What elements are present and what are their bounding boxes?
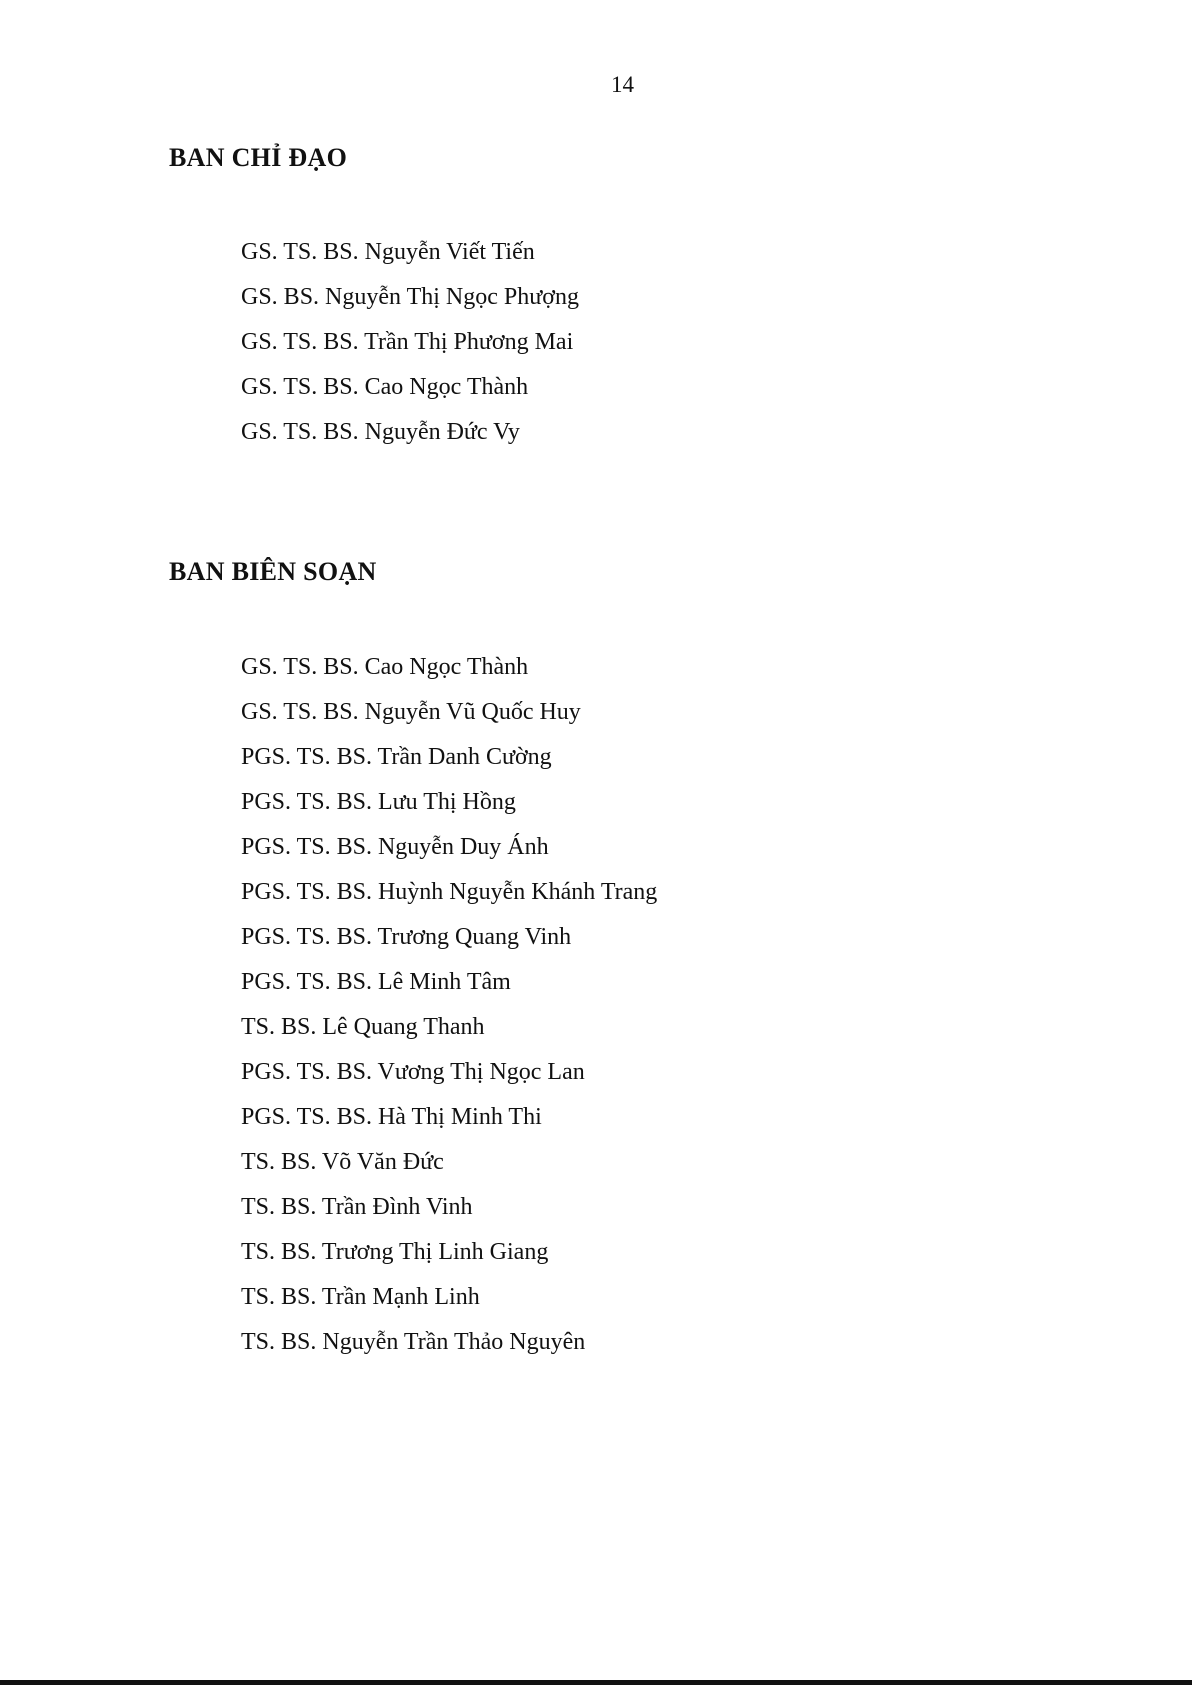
- list-item: PGS. TS. BS. Nguyễn Duy Ánh: [241, 834, 549, 860]
- list-item: TS. BS. Trần Đình Vinh: [241, 1194, 473, 1220]
- list-item: TS. BS. Nguyễn Trần Thảo Nguyên: [241, 1329, 586, 1355]
- list-item: PGS. TS. BS. Lưu Thị Hồng: [241, 789, 516, 815]
- steering-committee-title: BAN CHỈ ĐẠO: [169, 143, 348, 172]
- list-item: TS. BS. Võ Văn Đức: [241, 1149, 444, 1175]
- list-item: GS. BS. Nguyễn Thị Ngọc Phượng: [241, 284, 579, 310]
- list-item: PGS. TS. BS. Hà Thị Minh Thi: [241, 1104, 542, 1130]
- list-item: TS. BS. Lê Quang Thanh: [241, 1014, 485, 1040]
- editorial-board-title: BAN BIÊN SOẠN: [169, 557, 377, 586]
- list-item: GS. TS. BS. Nguyễn Đức Vy: [241, 419, 520, 445]
- list-item: GS. TS. BS. Nguyễn Vũ Quốc Huy: [241, 699, 581, 725]
- list-item: PGS. TS. BS. Lê Minh Tâm: [241, 969, 511, 995]
- page-bottom-rule: [0, 1680, 1192, 1685]
- list-item: PGS. TS. BS. Trần Danh Cường: [241, 744, 552, 770]
- list-item: PGS. TS. BS. Huỳnh Nguyễn Khánh Trang: [241, 879, 658, 905]
- list-item: PGS. TS. BS. Trương Quang Vinh: [241, 924, 572, 950]
- list-item: GS. TS. BS. Cao Ngọc Thành: [241, 374, 529, 400]
- list-item: PGS. TS. BS. Vương Thị Ngọc Lan: [241, 1059, 585, 1085]
- list-item: GS. TS. BS. Cao Ngọc Thành: [241, 654, 529, 680]
- editorial-board-list: [241, 645, 657, 1365]
- list-item: GS. TS. BS. Trần Thị Phương Mai: [241, 329, 574, 355]
- list-item: TS. BS. Trần Mạnh Linh: [241, 1284, 480, 1310]
- page-number: 14: [611, 72, 634, 97]
- list-item: TS. BS. Trương Thị Linh Giang: [241, 1239, 549, 1265]
- steering-committee-list: [241, 230, 579, 455]
- list-item: GS. TS. BS. Nguyễn Viết Tiến: [241, 239, 535, 265]
